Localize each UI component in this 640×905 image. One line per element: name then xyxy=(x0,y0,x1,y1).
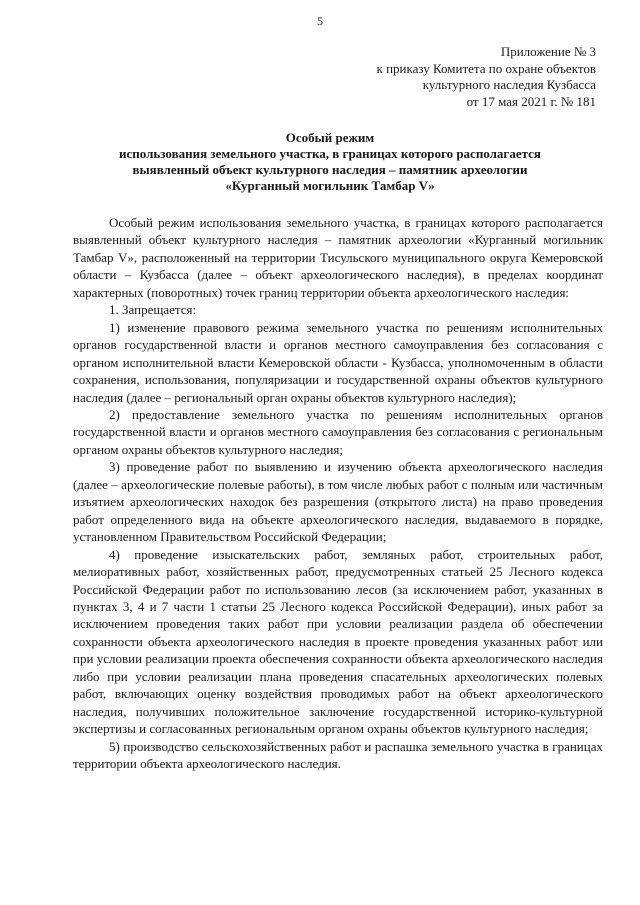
appendix-committee: культурного наследия Кузбасса xyxy=(422,77,596,92)
document-title xyxy=(70,130,590,194)
document-body xyxy=(73,214,603,773)
appendix-number: Приложение № 3 xyxy=(500,44,596,59)
section-heading: 1. Запрещается: xyxy=(109,302,197,318)
title-line: «Курганный могильник Тамбар V» xyxy=(225,178,435,193)
list-item: 1) изменение правового режима земельного участка по решениям исполнительных органов государственной власти и органов местного самоуправления без согласования с органом исполнительной власти Кемеровской области - Кузбасса, уполномоченным в области сохранения, использования, популяризации и государственной охраны объектов культурного наследия (далее – региональный орган охраны объектов культурного наследия); xyxy=(73,319,603,405)
appendix-date: от 17 мая 2021 г. № 181 xyxy=(466,93,596,109)
list-item: 5) производство сельскохозяйственных работ и распашка земельного участка в границах территории объекта археологического наследия. xyxy=(73,738,603,772)
list-item: 4) проведение изыскательских работ, земляных работ, строительных работ, мелиоративных работ, хозяйственных работ, предусмотренных статьей 25 Лесного кодекса Российской Федерации работ по использованию лесов (за исключением работ, указанных в пунктах 3, 4 и 7 части 1 статьи 25 Лесного кодекса Российской Федерации), иных работ за исключением проведения таких работ при условии реализации раздела об обеспечении сохранности объекта археологического наследия в проекте проведения указанных работ или при условии реализации проекта обеспечения сохранности объекта археологического наследия либо при условии реализации плана проведения спасательных археологических полевых работ, включающих оценку воздействия проводимых работ на объект археологического наследия, получивших положительное заключение государственной историко-культурной экспертизы и согласованных региональным органом охраны объектов культурного наследия; xyxy=(73,546,603,737)
title-line: Особый режим xyxy=(285,130,375,145)
page-number: 5 xyxy=(317,14,323,28)
title-line: использования земельного участка, в границах которого располагается xyxy=(119,146,541,161)
title-line: выявленный объект культурного наследия – памятник археологии xyxy=(132,162,528,177)
appendix-order-reference: к приказу Комитета по охране объектов xyxy=(376,60,596,76)
intro-paragraph: Особый режим использования земельного участка, в границах которого располагается выявленный объект культурного наследия – памятник археологии «Курганный могильник Тамбар V», расположенный на территории Тисульского муниципального округа Кемеровской области – Кузбасса (далее – объект археологического наследия), в пределах координат характерных (поворотных) точек границ территории объекта археологического наследия: xyxy=(73,215,603,300)
list-item: 2) предоставление земельного участка по решениям исполнительных органов государственной власти и органов местного самоуправления без согласования с региональным органом охраны объектов культурного наследия; xyxy=(73,406,603,457)
appendix-header xyxy=(296,44,596,110)
list-item: 3) проведение работ по выявлению и изучению объекта археологического наследия (далее – археологические полевые работы), в том числе любых работ с полным или частичным изъятием археологических находок без разрешения (открытого листа) на право проведения работ определенного вида на объекте археологического наследия, выдаваемого в порядке, установленном Правительством Российской Федерации; xyxy=(73,459,603,545)
